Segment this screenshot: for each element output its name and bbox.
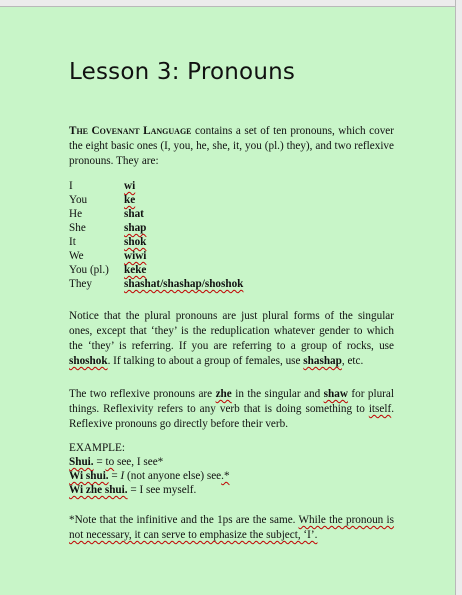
example-line — [69, 455, 163, 469]
term-shaw: shaw — [323, 388, 348, 400]
plural-note-text: . If talking to about a group of females, use — [107, 355, 304, 367]
example-line — [69, 483, 196, 497]
example-term: Wi shui. — [69, 470, 109, 482]
example-heading: EXAMPLE: — [69, 442, 125, 454]
pronoun-translation: wiwi — [124, 250, 147, 262]
example-emphasis: I — [120, 470, 125, 482]
example-text: = — [93, 456, 106, 468]
pronoun-translation: shashat/shashap/shoshok — [124, 278, 244, 290]
example-text: = — [108, 470, 121, 482]
pronoun-translation: shat — [124, 208, 144, 220]
footnote-text: While the pronoun is not necessary, it can serve to emphasize the subject, ‘I’. — [69, 514, 394, 541]
term-shashap: shashap — [303, 355, 342, 367]
pronoun-translation: shok — [124, 236, 147, 248]
example-line — [69, 469, 230, 483]
pronoun-translation: shap — [124, 222, 147, 234]
example-term: Shui. — [69, 456, 94, 468]
reflexive-text: in the singular and — [231, 388, 324, 400]
plural-note-text: Notice that the plural pronouns are just plural forms of the singular ones, except that ‘they’ is the reduplication whatever gender to which the ‘they’ is referring. If you are referring to a group of rocks, use — [69, 310, 394, 352]
page-title: Lesson 3: Pronouns — [69, 59, 296, 85]
document-page — [0, 7, 455, 595]
reflexive-text: for plural things. Reflexivity refers to any verb that is doing something to — [69, 388, 394, 415]
pronoun-english: She — [69, 222, 86, 234]
pronoun-translation: keke — [124, 264, 147, 276]
reflexive-text: . Reflexive pronouns go directly before their verb. — [69, 403, 394, 430]
window-scrollbar-edge[interactable] — [455, 0, 462, 595]
pronoun-translation: wi — [124, 180, 136, 192]
intro-text: contains a set of ten pronouns, which cover the eight basic ones (I, you, he, she, it, you (pl.) they), and two reflexive pronouns. They are: — [69, 125, 394, 167]
footnote-text: *Note that the infinitive and the 1ps are the same. — [69, 514, 299, 526]
example-text: = I see myself. — [127, 484, 197, 496]
example-text: see, I see* — [114, 456, 164, 468]
pronoun-english: You (pl.) — [69, 264, 109, 276]
example-term: Wi zhe shui. — [69, 484, 128, 496]
pronoun-english: You — [69, 194, 88, 206]
footnote-paragraph — [69, 513, 394, 543]
pronoun-english: He — [69, 208, 83, 220]
pronoun-english: They — [69, 278, 92, 290]
term-shoshok: shoshok — [69, 355, 108, 367]
pronoun-english: It — [69, 236, 76, 248]
plural-note-text: , etc. — [341, 355, 364, 367]
pronoun-english: I — [69, 180, 73, 192]
pronoun-english: We — [69, 250, 84, 262]
example-text: (not anyone else) see — [124, 470, 222, 482]
reflexive-paragraph — [69, 387, 394, 432]
reflexive-text: The two reflexive pronouns are — [69, 388, 216, 400]
example-text: to — [105, 456, 115, 468]
window-top-edge — [0, 0, 462, 7]
pronoun-translation: ke — [124, 194, 136, 206]
term-zhe: zhe — [215, 388, 232, 400]
example-text: .* — [221, 470, 230, 482]
plural-note-paragraph — [69, 309, 394, 369]
term-itself: itself — [368, 403, 392, 415]
intro-paragraph — [69, 124, 394, 169]
language-name: The Covenant Language — [69, 125, 192, 137]
